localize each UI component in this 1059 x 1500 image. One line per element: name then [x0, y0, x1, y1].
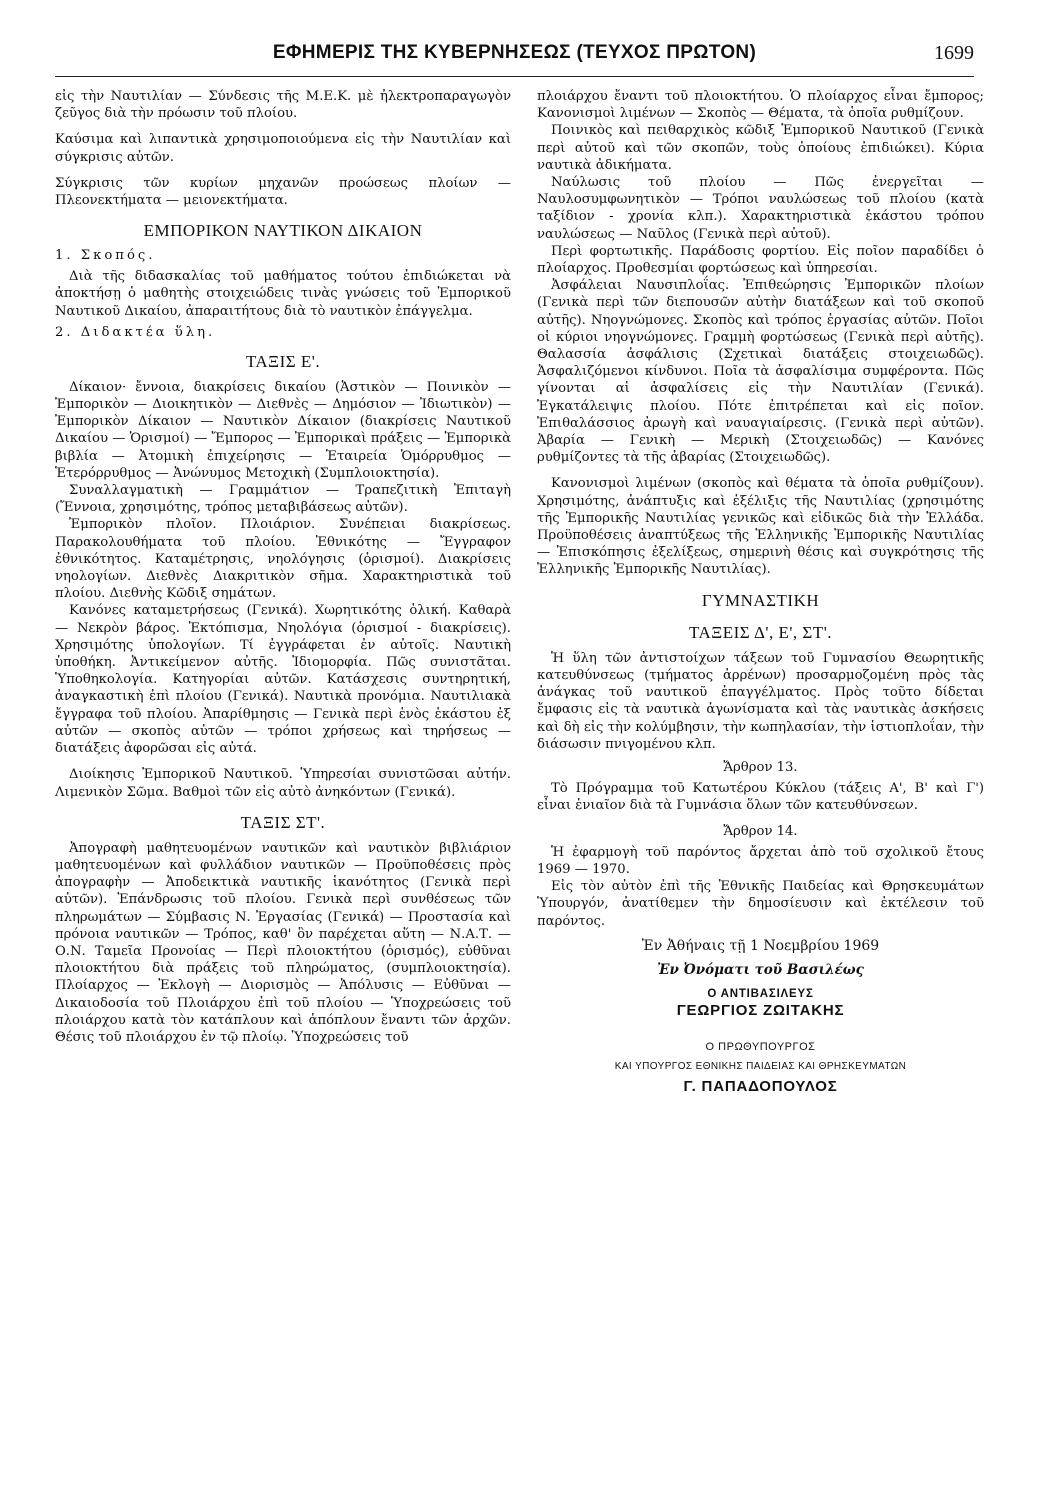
paragraph: Διοίκησις Ἐμπορικοῦ Ναυτικοῦ. Ὑπηρεσίαι συνιστῶσαι αὐτήν. Λιμενικὸν Σῶμα. Βαθμοὶ τῶν εἰς αὐτὸ ἀνηκόντων (Γενικά).	[55, 767, 511, 800]
page-number: 1699	[934, 42, 974, 64]
article-14-heading: Ἄρθρον 14.	[723, 823, 798, 839]
paragraph: Ἐμπορικὸν πλοῖον. Πλοιάριον. Συνέπειαι διακρίσεως. Παρακολουθήματα τοῦ πλοίου. Ἐθνικότης — Ἔγγραφον ἐθνικότητος. Καταμέτρησις, νηολόγησις (ὁρισμοί). Διακρίσεις νηολογίων. Διεθνὲς Διακριτικὸν σῆμα. Χαρακτηριστικὰ τοῦ πλοίου. Διεθνὴς Κῶδιξ σημάτων.	[55, 517, 511, 602]
paragraph: Σύγκρισις τῶν κυρίων μηχανῶν προώσεως πλοίων — Πλεονεκτήματα — μειονεκτήματα.	[55, 175, 511, 209]
paragraph: Τὸ Πρόγραμμα τοῦ Κατωτέρου Κύκλου (τάξεις Α', Β' καὶ Γ') εἶναι ἑνιαῖον διὰ τὰ Γυμνάσια ὅλων τῶν κατευθύνσεων.	[537, 781, 984, 814]
gazette-title: ΕΦΗΜΕΡΙΣ ΤΗΣ ΚΥΒΕΡΝΗΣΕΩΣ (ΤΕΥΧΟΣ ΠΡΩΤΟΝ)	[272, 42, 757, 63]
paragraph: Περὶ φορτωτικῆς. Παράδοσις φορτίου. Εἰς ποῖον παραδίδει ὁ πλοίαρχος. Προθεσμίαι φορτώσεως καὶ ὑπηρεσίαι.	[537, 243, 984, 277]
article-13-heading: Ἄρθρον 13.	[723, 759, 798, 775]
paragraph: Διὰ τῆς διδασκαλίας τοῦ μαθήματος τούτου ἐπιδιώκεται νὰ ἀποκτήσῃ ὁ μαθητὴς στοιχειώδεις τινὰς γνώσεις τοῦ Ἐμπορικοῦ Ναυτικοῦ Δικαίου, ἀπαραιτήτους διὰ τὸ ναυτικὸν ἐπάγγελμα.	[55, 269, 511, 319]
minister-title: ΚΑΙ ΥΠΟΥΡΓΟΣ ΕΘΝΙΚΗΣ ΠΑΙΔΕΙΑΣ ΚΑΙ ΘΡΗΣΚΕΥΜΑΤΩΝ	[614, 1060, 907, 1072]
section-heading-maritime-law: ΕΜΠΟΡΙΚΟΝ ΝΑΥΤΙΚΟΝ ΔΙΚΑΙΟΝ	[143, 221, 423, 241]
class-heading-st: ΤΑΞΙΣ ΣΤ'.	[240, 812, 326, 832]
paragraph: Συναλλαγματικὴ — Γραμμάτιον — Τραπεζιτικὴ Ἐπιταγὴ (Ἔννοια, χρησιμότης, τρόπος μεταβιβάσεως αὐτῶν).	[55, 483, 511, 516]
paragraph: πλοιάρχου ἔναντι τοῦ πλοιοκτήτου. Ὁ πλοίαρχος εἶναι ἔμπορος; Κανονισμοὶ λιμένων — Σκοπὸς — Θέματα, τὰ ὁποῖα ρυθμίζουν.	[537, 89, 984, 122]
paragraph: Δίκαιον· ἔννοια, διακρίσεις δικαίου (Ἀστικὸν — Ποινικὸν — Ἐμπορικὸν — Διοικητικὸν — Διεθνὲς — Δημόσιον — Ἰδιωτικὸν) — Ἐμπορικὸν Δίκαιον — Ναυτικὸν Δίκαιον (διακρίσεις Ναυτικοῦ Δικαίου — Ὁρισμοί) — Ἔμπορος — Ἐμπορικαὶ πράξεις — Ἐμπορικὰ βιβλία — Ἀτομικὴ ἐπιχείρησις — Ἑταιρεία Ὁμόρρυθμος — Ἑτερόρρυθμος — Ἀνώνυμος Μετοχικὴ (Συμπλοιοκτησία).	[55, 379, 511, 481]
signing-date: Ἐν Ἀθήναις τῇ 1 Νοεμβρίου 1969	[641, 937, 880, 954]
paragraph: εἰς τὴν Ναυτιλίαν — Σύνδεσις τῆς Μ.Ε.Κ. μὲ ἠλεκτροπαραγωγὸν ζεῦγος διὰ τὴν πρόωσιν τοῦ πλοίου.	[55, 89, 511, 122]
paragraph: Κανόνες καταμετρήσεως (Γενικά). Χωρητικότης ὁλική. Καθαρὰ — Νεκρὸν βάρος. Ἐκτόπισμα, Νηολόγια (ὁρισμοί - διακρίσεις). Χρησιμότης ὑπολογίων. Τί ἐγγράφεται ἐν αὐτοῖς. Ναυτικὴ ὑποθήκη. Ἀντικείμενον αὐτῆς. Ἰδιομορφία. Πῶς συνιστᾶται. Ὑποθηκολογία. Κατηγορίαι αὐτῶν. Κατάσχεσις συντηρητική, ἀναγκαστικὴ ἐπὶ πλοίου (Γενικά). Ναυτικὰ προνόμια. Ναυτιλιακὰ ἔγγραφα τοῦ πλοίου. Ἀπαρίθμησις — Γενικὰ περὶ ἑνὸς ἑκάστου ἐξ αὐτῶν — σκοπὸς αὐτῶν — τρόποι χρήσεως καὶ τηρήσεως — διατάξεις ἀφορῶσαι εἰς αὐτά.	[55, 603, 511, 757]
section-heading-gymnastics: ΓΥΜΝΑΣΤΙΚΗ	[701, 590, 820, 610]
subheading-purpose: 1. Σκοπός.	[55, 248, 156, 264]
prime-minister-title: Ο ΠΡΩΘΥΠΟΥΡΓΟΣ	[705, 1040, 816, 1053]
subheading-syllabus: 2. Διδακτέα ὕλη.	[55, 324, 216, 340]
paragraph: Εἰς τὸν αὐτὸν ἐπὶ τῆς Ἐθνικῆς Παιδείας καὶ Θρησκευμάτων Ὑπουργόν, ἀνατίθεμεν τὴν δημοσίευσιν καὶ ἐκτέλεσιν τοῦ παρόντος.	[537, 879, 984, 929]
class-heading-e: ΤΑΞΙΣ Ε'.	[245, 351, 321, 371]
paragraph: Ἡ ὕλη τῶν ἀντιστοίχων τάξεων τοῦ Γυμνασίου Θεωρητικῆς κατευθύνσεως (τμήματος ἀρρένων) προσαρμοζομένη πρὸς τὰς ἀνάγκας τοῦ ναυτικοῦ ἐπαγγέλματος. Πρὸς τοῦτο δίδεται ἔμφασις εἰς τὰ ναυτικὰ ἀγωνίσματα καὶ τὰς ναυτικὰς ἀσκήσεις καὶ δὴ εἰς τὴν κολύμβησιν, τὴν κωπηλασίαν, τὴν ἱστιοπλοΐαν, τὴν διάσωσιν πνιγομένου κλπ.	[537, 650, 984, 752]
left-column	[55, 88, 511, 1046]
class-heading-gymnastics: ΤΑΞΕΙΣ Δ', Ε', ΣΤ'.	[688, 622, 833, 642]
paragraph: Ποινικὸς καὶ πειθαρχικὸς κῶδιξ Ἐμπορικοῦ Ναυτικοῦ (Γενικὰ περὶ αὐτοῦ καὶ τῶν σκοπῶν, τοὺς ὁποίους ἐπιδιώκει). Κύρια ναυτικὰ ἀδικήματα.	[537, 123, 984, 173]
paragraph: Ἡ ἐφαρμογὴ τοῦ παρόντος ἄρχεται ἀπὸ τοῦ σχολικοῦ ἔτους 1969 — 1970.	[537, 844, 984, 877]
regent-name: ΓΕΩΡΓΙΟΣ ΖΩΙΤΑΚΗΣ	[676, 1001, 845, 1019]
header-rule	[55, 76, 974, 77]
paragraph: Ναύλωσις τοῦ πλοίου — Πῶς ἐνεργεῖται — Ναυλοσυμφωνητικὸν — Τρόποι ναυλώσεως τοῦ πλοίου (κατὰ ταξίδιον - χρονία κλπ.). Χαρακτηριστικὰ ἑκάστου τρόπου ναυλώσεως — Ναῦλος (Γενικὰ περὶ αὐτοῦ).	[537, 175, 984, 242]
signature-block	[537, 938, 984, 1095]
regent-title: Ο ΑΝΤΙΒΑΣΙΛΕΥΣ	[707, 987, 814, 1000]
page-header	[55, 42, 974, 72]
in-name-of-king: Ἐν Ὀνόματι τοῦ Βασιλέως	[657, 961, 864, 978]
paragraph: Κανονισμοὶ λιμένων (σκοπὸς καὶ θέματα τὰ ὁποῖα ρυθμίζουν). Χρησιμότης, ἀνάπτυξις καὶ ἐξέλιξις τῆς Ναυτιλίας (χρησιμότης τῆς Ἐμπορικῆς Ναυτιλίας γενικῶς καὶ εἰδικῶς διὰ τὴν Ἑλλάδα. Προϋποθέσεις ἀναπτύξεως τῆς Ἑλληνικῆς Ἐμπορικῆς Ναυτιλίας — Ἐπισκόπησις ἐξελίξεως, σημερινὴ θέσις καὶ συγκρότησις τῆς Ἑλληνικῆς Ἐμπορικῆς Ναυτιλίας).	[537, 476, 984, 578]
paragraph: Καύσιμα καὶ λιπαντικὰ χρησιμοποιούμενα εἰς τὴν Ναυτιλίαν καὶ σύγκρισις αὐτῶν.	[55, 132, 511, 165]
prime-minister-name: Γ. ΠΑΠΑΔΟΠΟΥΛΟΣ	[683, 1077, 838, 1095]
paragraph: Ἀσφάλειαι Ναυσιπλοΐας. Ἐπιθεώρησις Ἐμπορικῶν πλοίων (Γενικὰ περὶ τῶν διεπουσῶν αὐτὴν διατάξεων καὶ τοῦ σκοποῦ αὐτῆς). Νηογνώμονες. Σκοπὸς καὶ τρόπος ἐργασίας αὐτῶν. Ποῖοι οἱ κύριοι νηογνώμονες. Γραμμὴ φορτώσεως (Γενικὰ περὶ αὐτῆς). Θαλασσία ἀσφάλισις (Σχετικαὶ διατάξεις στοιχειωδῶς). Ἀσφαλιζόμενοι κίνδυνοι. Ποῖα τὰ ἀσφαλίσιμα συμφέροντα. Πῶς γίνονται αἱ ἀσφαλίσεις εἰς τὴν Ναυτιλίαν (Γενικά). Ἐγκατάλειψις πλοίου. Πότε ἐπιτρέπεται καὶ εἰς ποῖον. Ἐπιθαλάσσιος ἀρωγὴ καὶ ναυαγιαίρεσις. (Γενικὰ περὶ αὐτῶν). Ἀβαρία — Γενικὴ — Μερικὴ (Στοιχειωδῶς) — Κανόνες ρυθμίζοντες τὰ τῆς ἀβαρίας (Στοιχειωδῶς).	[537, 278, 984, 466]
paragraph: Ἀπογραφὴ μαθητευομένων ναυτικῶν καὶ ναυτικὸν βιβλιάριον μαθητευομένων καὶ φυλλάδιον ναυτικῶν — Προϋποθέσεις πρὸς ἀπογραφὴν — Ἀποδεικτικὰ ναυτικῆς ἱκανότητος (Γενικὰ περὶ αὐτῶν). Ἐπάνδρωσις τοῦ πλοίου. Γενικὰ περὶ συνθέσεως τῶν πληρωμάτων — Σύμβασις Ν. Ἐργασίας (Γενικά) — Προστασία καὶ πρόνοια ναυτικῶν — Τρόπος, καθ' ὃν παρέχεται αὕτη — Ν.Α.Τ. — Ο.Ν. Ταμεῖα Προνοίας — Περὶ πλοιοκτήτου (ὁρισμός), εὐθῦναι πλοιοκτήτου διὰ πράξεις τοῦ πληρώματος, (συμπλοιοκτησία). Πλοίαρχος — Ἐκλογὴ — Διορισμὸς — Ἀπόλυσις — Εὐθῦναι — Δικαιοδοσία τοῦ Πλοιάρχου ἐπὶ τοῦ πλοίου — Ὑποχρεώσεις τοῦ πλοιάρχου κατὰ τὸν κατάπλουν καὶ ἀπόπλουν ἔναντι τῶν ἀρχῶν. Θέσις τοῦ πλοιάρχου ἐν τῷ πλοίῳ. Ὑποχρεώσεις τοῦ	[55, 840, 511, 1045]
right-column	[537, 88, 984, 1095]
